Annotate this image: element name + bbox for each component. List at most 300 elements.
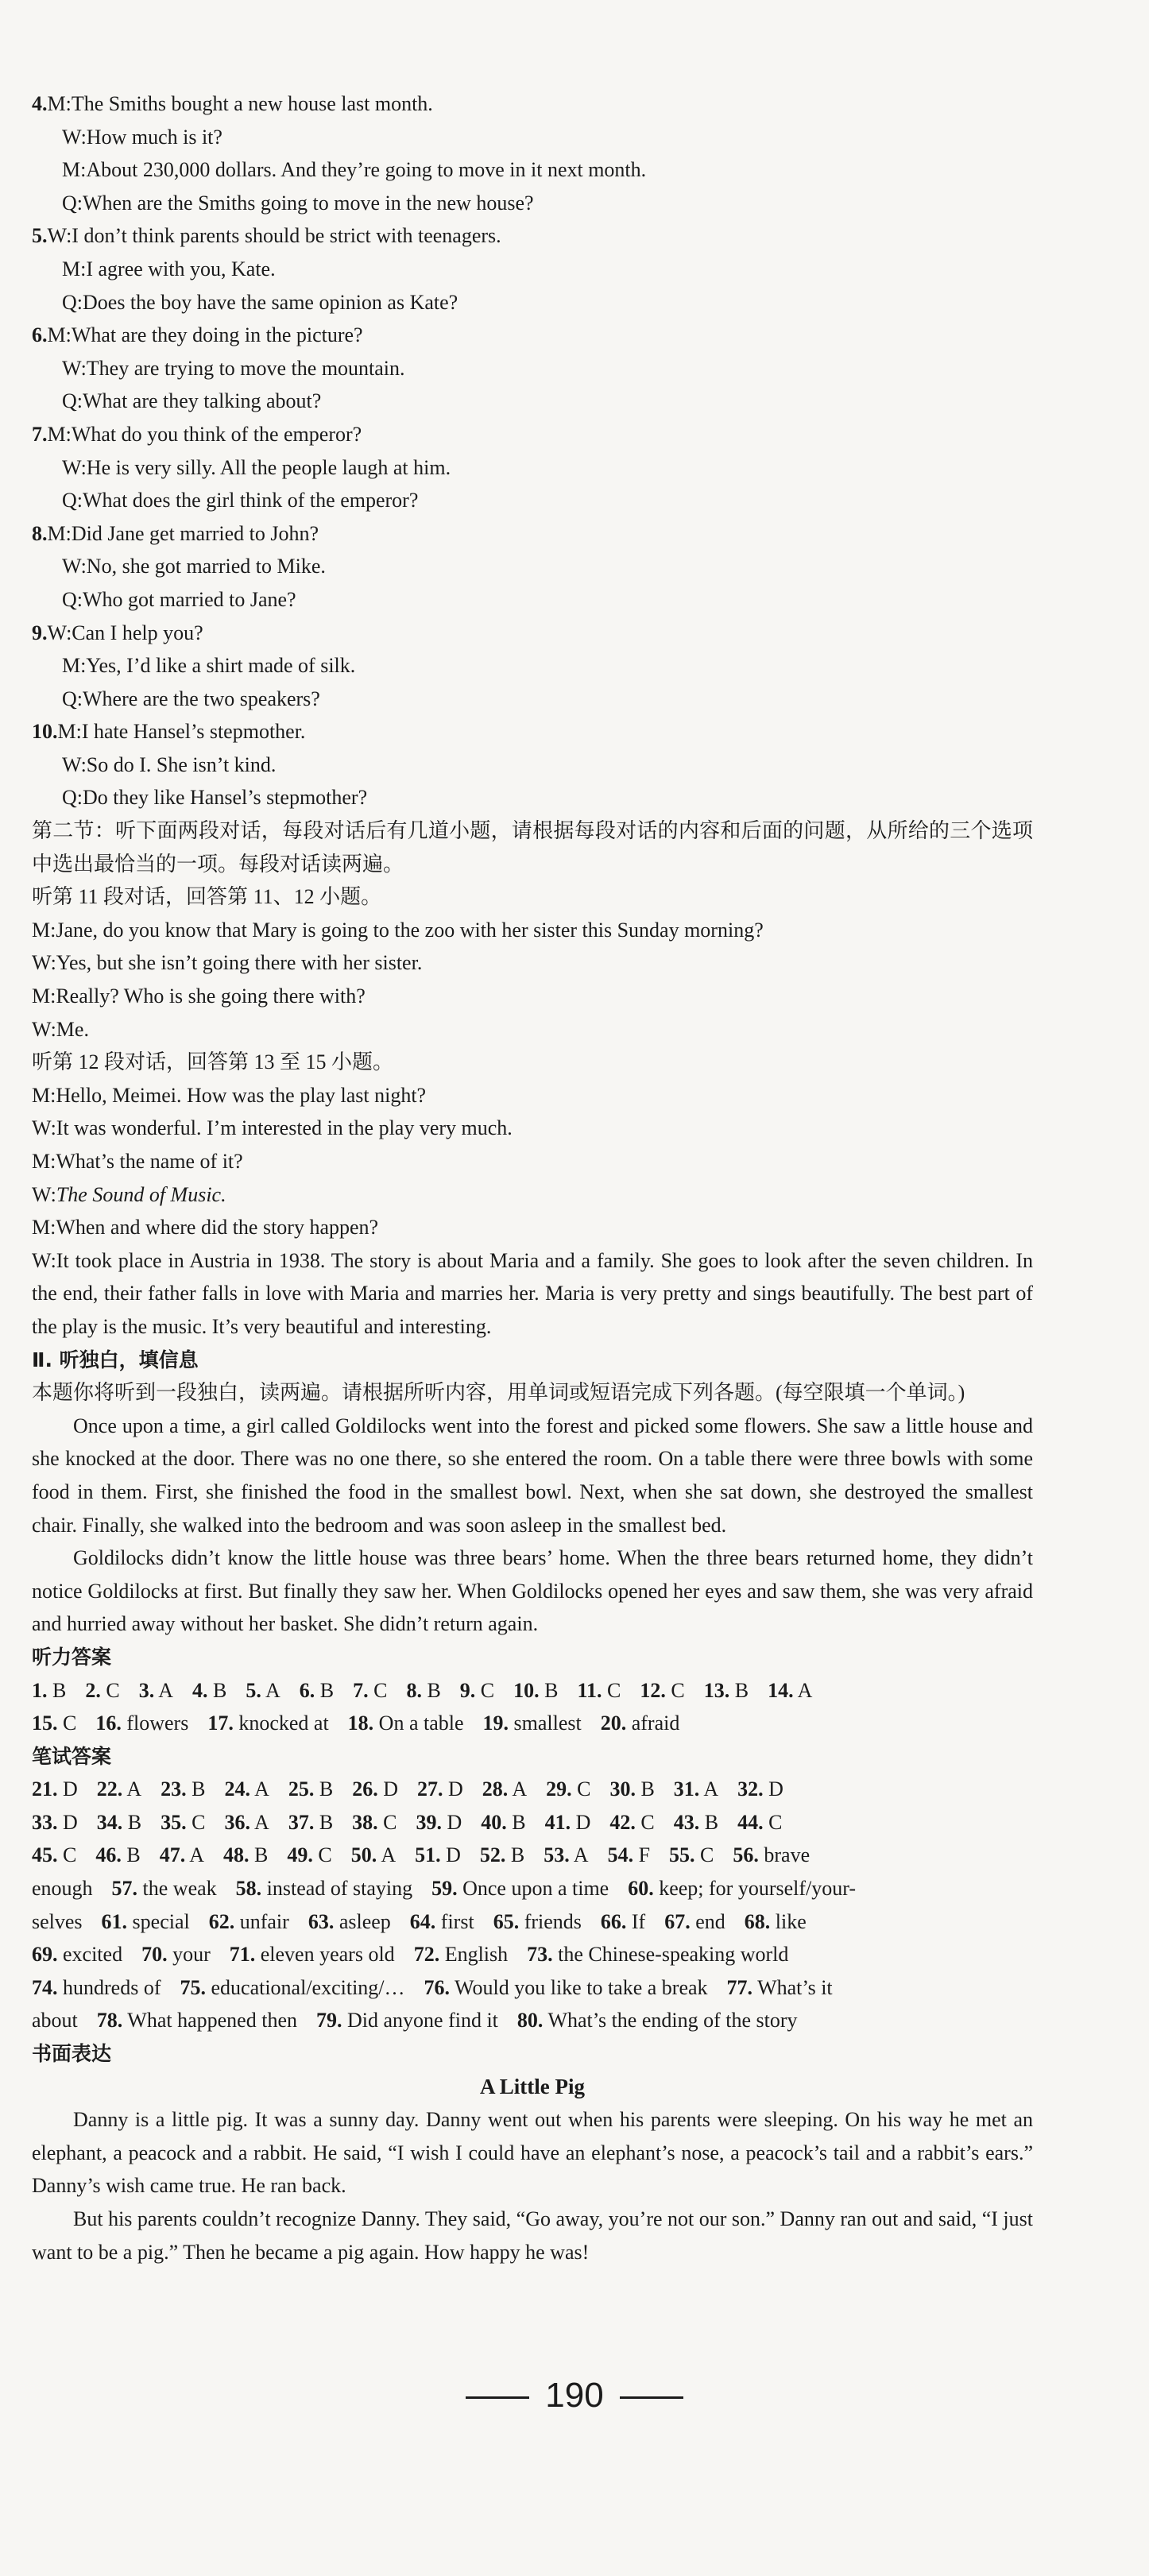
dialog11-header: 听第 11 段对话，回答第 11、12 小题。 xyxy=(32,885,382,909)
answer-item xyxy=(416,1811,462,1834)
answer-item xyxy=(32,1976,161,1999)
answer-item xyxy=(32,1777,78,1800)
answer-item xyxy=(768,1679,812,1702)
answer-value: special xyxy=(132,1909,190,1933)
dialogue-line: M:What’s the name of it? xyxy=(32,1150,243,1173)
answer-value: C xyxy=(383,1810,397,1834)
answer-number: 16. xyxy=(95,1712,122,1735)
answer-value: B xyxy=(427,1678,441,1702)
answer-item xyxy=(224,1811,269,1834)
answer-item xyxy=(481,1811,525,1834)
dialogue-line: M:Jane, do you know that Mary is going to the zoo with her sister this Sunday morning? xyxy=(32,918,764,942)
answer-value: B xyxy=(254,1843,269,1867)
dialog12 xyxy=(32,1079,1033,1178)
answer-row xyxy=(32,2004,1033,2037)
answer-number: 12. xyxy=(640,1678,666,1702)
answer-value: B xyxy=(127,1810,142,1834)
dialogue-text: Q:Does the boy have the same opinion as Kate? xyxy=(62,290,458,314)
answer-item xyxy=(236,1877,412,1900)
answer-item xyxy=(102,1910,190,1933)
answer-number: 18. xyxy=(347,1712,374,1735)
answer-item xyxy=(493,1910,582,1933)
answer-item xyxy=(406,1679,440,1702)
listening-answers-title: 听力答案 xyxy=(32,1645,112,1669)
answer-value: C xyxy=(768,1810,783,1834)
answer-item xyxy=(674,1811,718,1834)
dialog12-header: 听第 12 段对话，回答第 13 至 15 小题。 xyxy=(32,1050,394,1074)
answer-number: 48. xyxy=(223,1843,250,1867)
answer-value: about xyxy=(32,2009,78,2033)
answer-number: 77. xyxy=(726,1975,753,1999)
answer-item xyxy=(415,1843,461,1866)
answer-item xyxy=(180,1976,404,1999)
answer-value: instead of staying xyxy=(266,1877,413,1901)
answer-row xyxy=(32,1971,1033,2005)
section3-intro: 本题你将听到一段独白，读两遍。请根据所听内容，用单词或短语完成下列各题。(每空限填一个单词。) xyxy=(32,1381,965,1405)
dialogue-line xyxy=(32,385,1033,418)
play-title: The Sound of Music. xyxy=(56,1182,226,1206)
answer-number: 40. xyxy=(481,1810,507,1834)
answer-value: C xyxy=(577,1777,591,1801)
answer-value: like xyxy=(775,1909,807,1933)
dialogue-text: W:He is very silly. All the people laugh at him. xyxy=(62,455,451,479)
answer-number: 9. xyxy=(459,1678,476,1702)
answer-value: A xyxy=(512,1777,528,1801)
answer-number: 57. xyxy=(111,1877,138,1901)
question-number: 10. xyxy=(32,720,58,744)
answer-number: 74. xyxy=(32,1975,58,1999)
dialogue-text: M:Yes, I’d like a shirt made of silk. xyxy=(62,654,356,678)
answer-item xyxy=(32,2009,78,2032)
answer-item xyxy=(160,1843,204,1866)
answer-value: C xyxy=(63,1712,77,1735)
dialogue-line xyxy=(32,187,1033,220)
answer-item xyxy=(351,1843,396,1866)
answer-value: selves xyxy=(32,1909,83,1933)
answer-item xyxy=(32,1679,66,1702)
answer-value: C xyxy=(640,1810,655,1834)
answer-item xyxy=(207,1712,328,1735)
dialogue-line xyxy=(32,352,1033,385)
answer-item xyxy=(460,1679,494,1702)
answer-item xyxy=(85,1679,119,1702)
answer-item xyxy=(224,1777,269,1800)
answer-item xyxy=(112,1877,217,1900)
answer-value: Did anyone find it xyxy=(346,2009,498,2033)
answer-number: 42. xyxy=(609,1810,636,1834)
dialogue-text: Q:What does the girl think of the emperor? xyxy=(62,489,419,512)
answer-value: On a table xyxy=(378,1712,464,1735)
answer-number: 43. xyxy=(673,1810,700,1834)
answer-number: 34. xyxy=(96,1810,123,1834)
answer-item xyxy=(517,2009,798,2032)
answer-number: 14. xyxy=(768,1678,794,1702)
dialogue-text: M:About 230,000 dollars. And they’re going to move in it next month. xyxy=(62,158,647,182)
dialog12-last xyxy=(32,1244,1033,1344)
answer-number: 7. xyxy=(353,1678,369,1702)
dialogue-line xyxy=(32,617,1033,650)
answer-item xyxy=(704,1679,749,1702)
answer-value: the weak xyxy=(142,1877,217,1901)
answer-item xyxy=(544,1843,588,1866)
dialogue-text: W:They are trying to move the mountain. xyxy=(62,356,405,380)
answer-item xyxy=(640,1679,684,1702)
answer-number: 76. xyxy=(424,1975,451,1999)
answer-value: smallest xyxy=(513,1712,582,1735)
dialogue-text: W:No, she got married to Mike. xyxy=(62,555,326,578)
answer-value: A xyxy=(703,1777,719,1801)
dialogue-line xyxy=(32,683,1033,716)
dash-left xyxy=(466,2396,529,2399)
question-number: 9. xyxy=(32,621,48,644)
dialogue-text: M:The Smiths bought a new house last month. xyxy=(47,92,433,115)
answer-value: eleven years old xyxy=(260,1943,395,1967)
dialogue-line: W:It was wonderful. I’m interested in the play very much. xyxy=(32,1116,513,1140)
answer-item xyxy=(527,1943,788,1966)
answer-value: A xyxy=(158,1678,174,1702)
answer-value: A xyxy=(126,1777,142,1801)
answer-item xyxy=(545,1811,591,1834)
dialogue-text: M:I agree with you, Kate. xyxy=(62,257,276,280)
dash-right xyxy=(620,2396,683,2399)
answer-value: B xyxy=(126,1843,141,1867)
answer-number: 55. xyxy=(669,1843,695,1867)
answer-value: educational/exciting/… xyxy=(211,1975,405,1999)
answer-value: D xyxy=(768,1777,783,1801)
speaker-prefix: W: xyxy=(32,1182,56,1206)
answer-item xyxy=(288,1811,333,1834)
answer-number: 60. xyxy=(628,1877,654,1901)
answer-number: 35. xyxy=(161,1810,187,1834)
answer-value: B xyxy=(512,1810,526,1834)
answer-number: 32. xyxy=(737,1777,764,1801)
answer-number: 65. xyxy=(493,1909,520,1933)
answer-value: B xyxy=(734,1678,749,1702)
section3-title: Ⅱ. 听独白，填信息 xyxy=(32,1348,199,1371)
answer-number: 67. xyxy=(664,1909,691,1933)
answer-number: 2. xyxy=(85,1678,101,1702)
answer-value: excited xyxy=(63,1943,123,1967)
answer-value: D xyxy=(446,1843,461,1867)
dialogue-line xyxy=(32,87,1033,121)
dialogue-line xyxy=(32,253,1033,286)
answer-number: 52. xyxy=(479,1843,506,1867)
answer-number: 8. xyxy=(406,1678,422,1702)
dialogue-line: W:Yes, but she isn’t going there with her sister. xyxy=(32,951,423,975)
answer-number: 50. xyxy=(350,1843,377,1867)
answer-number: 20. xyxy=(600,1712,627,1735)
answer-value: B xyxy=(319,1678,335,1702)
answer-number: 71. xyxy=(229,1943,256,1967)
answer-item xyxy=(97,1811,141,1834)
answer-item xyxy=(161,1811,205,1834)
dialog11 xyxy=(32,914,1033,1046)
answer-value: What’s the ending of the story xyxy=(547,2009,798,2033)
writing-title: 书面表达 xyxy=(32,2042,112,2066)
answer-number: 37. xyxy=(288,1810,315,1834)
answer-item xyxy=(577,1679,621,1702)
section2-intro: 第二节：听下面两段对话，每段对话后有几道小题，请根据每段对话的内容和后面的问题，从所给的三个选项中选出最恰当的一项。每段对话读两遍。 xyxy=(32,819,1033,876)
answer-value: D xyxy=(63,1777,78,1801)
answer-item xyxy=(601,1910,645,1933)
answer-value: B xyxy=(704,1810,719,1834)
answer-item xyxy=(513,1679,558,1702)
answer-item xyxy=(95,1843,140,1866)
dialog12-more xyxy=(32,1211,1033,1244)
dialog12-last-text: W:It took place in Austria in 1938. The story is about Maria and a family. She goes to look after the seven children. In the end, their father falls in love with Maria and marries her. Maria is very pretty and sings beautifully. The best part of the play is the music. It’s very beautiful and interesting. xyxy=(32,1248,1033,1338)
answer-item xyxy=(410,1910,474,1933)
answer-item xyxy=(669,1843,714,1866)
dialogue-line: M:Really? Who is she going there with? xyxy=(32,984,366,1008)
dialogue-text: M:Did Jane get married to John? xyxy=(47,521,319,545)
answer-value: A xyxy=(254,1777,269,1801)
answer-value: hundreds of xyxy=(63,1975,161,1999)
answer-value: D xyxy=(383,1777,398,1801)
answer-number: 19. xyxy=(482,1712,509,1735)
answer-item xyxy=(287,1843,331,1866)
dialogue-line xyxy=(32,451,1033,485)
answer-number: 68. xyxy=(744,1909,771,1933)
answer-number: 17. xyxy=(207,1712,234,1735)
dialogue-text: Q:Do they like Hansel’s stepmother? xyxy=(62,786,368,810)
essay-paragraph-2: But his parents couldn’t recognize Danny. They said, “Go away, you’re not our son.” Danny ran out and said, “I just want to be a pig.” Then he became a pig again. How happy he was! xyxy=(32,2207,1033,2264)
answer-number: 41. xyxy=(544,1810,571,1834)
answer-item xyxy=(424,1976,708,1999)
answer-value: C xyxy=(106,1678,120,1702)
answer-number: 69. xyxy=(32,1943,58,1967)
answer-item xyxy=(414,1943,508,1966)
answer-value: B xyxy=(52,1678,67,1702)
dialogue-line xyxy=(32,319,1033,352)
dialogue-line xyxy=(32,153,1033,187)
answer-row xyxy=(32,1707,1033,1740)
dialogue-text: W:I don’t think parents should be strict with teenagers. xyxy=(47,224,501,248)
answer-item xyxy=(32,1943,122,1966)
answer-number: 53. xyxy=(544,1843,570,1867)
answer-number: 61. xyxy=(101,1909,128,1933)
answer-item xyxy=(727,1976,833,1999)
question-number: 4. xyxy=(32,92,48,115)
essay-title: A Little Pig xyxy=(480,2074,585,2098)
answer-item xyxy=(352,1811,397,1834)
answer-value: English xyxy=(444,1943,509,1967)
answer-row xyxy=(32,1773,1033,1806)
question-number: 5. xyxy=(32,224,48,248)
answer-item xyxy=(417,1777,463,1800)
answer-item xyxy=(32,1811,78,1834)
answer-value: A xyxy=(797,1678,813,1702)
answer-value: A xyxy=(254,1810,269,1834)
dialogue-line xyxy=(32,550,1033,583)
answer-value: A xyxy=(189,1843,205,1867)
answer-item xyxy=(608,1843,650,1866)
answer-value: C xyxy=(607,1678,621,1702)
answer-number: 59. xyxy=(431,1877,458,1901)
dialogue-text: M:What are they doing in the picture? xyxy=(47,323,363,347)
dialogue-line xyxy=(32,286,1033,319)
dialogue-line xyxy=(32,484,1033,517)
answer-number: 62. xyxy=(208,1909,235,1933)
answer-value: B xyxy=(640,1777,655,1801)
answer-item xyxy=(609,1777,654,1800)
answer-number: 1. xyxy=(32,1678,48,1702)
answer-number: 45. xyxy=(32,1843,58,1867)
page-number xyxy=(0,2376,1149,2415)
answer-number: 21. xyxy=(32,1777,58,1801)
answer-row xyxy=(32,1806,1033,1839)
answer-row xyxy=(32,1905,1033,1939)
answer-number: 46. xyxy=(95,1843,122,1867)
answer-value: C xyxy=(700,1843,714,1867)
answer-item xyxy=(95,1712,188,1735)
dialogue-text: Q:When are the Smiths going to move in the new house? xyxy=(62,191,534,215)
answer-number: 49. xyxy=(287,1843,313,1867)
answer-number: 56. xyxy=(733,1843,759,1867)
answer-item xyxy=(480,1843,524,1866)
answer-number: 47. xyxy=(159,1843,186,1867)
answer-item xyxy=(745,1910,807,1933)
dialogue-line xyxy=(32,121,1033,154)
answer-row xyxy=(32,1938,1033,1971)
essay-paragraph-1: Danny is a little pig. It was a sunny day. Danny went out when his parents were sleeping. On his way he met an elephant, a peacock and a rabbit. He said, “I wish I could have an elephant’s nose, a peacock’s tail and a rabbit’s ears.” Danny’s wish came true. He ran back. xyxy=(32,2108,1033,2198)
answer-value: C xyxy=(318,1843,332,1867)
dialogue-line xyxy=(32,583,1033,617)
dialogue-line xyxy=(32,781,1033,814)
answer-item xyxy=(601,1712,680,1735)
answer-number: 29. xyxy=(546,1777,572,1801)
answer-value: Would you like to take a break xyxy=(455,1975,708,1999)
answer-value: If xyxy=(631,1909,646,1933)
dialogue-text: W:Can I help you? xyxy=(47,621,203,644)
answer-value: A xyxy=(381,1843,397,1867)
answer-value: C xyxy=(480,1678,495,1702)
answer-value: What’s it xyxy=(757,1975,833,1999)
question-number: 6. xyxy=(32,323,48,347)
answer-value: unfair xyxy=(239,1909,289,1933)
answer-number: 78. xyxy=(96,2009,123,2033)
answer-value: knocked at xyxy=(238,1712,329,1735)
question-number: 7. xyxy=(32,422,48,446)
answer-value: B xyxy=(319,1777,334,1801)
dialogue-line xyxy=(32,715,1033,748)
answer-number: 63. xyxy=(308,1909,335,1933)
answer-number: 36. xyxy=(224,1810,250,1834)
dialogue-list xyxy=(32,87,1033,814)
document-page xyxy=(32,87,1033,2269)
answer-item xyxy=(141,1943,211,1966)
listening-answers xyxy=(32,1674,1033,1740)
answer-number: 6. xyxy=(299,1678,315,1702)
answer-item xyxy=(97,2009,297,2032)
answer-number: 27. xyxy=(416,1777,443,1801)
answer-value: Once upon a time xyxy=(462,1877,609,1901)
written-answers-title: 笔试答案 xyxy=(32,1744,112,1768)
answer-number: 15. xyxy=(32,1712,58,1735)
dialogue-line xyxy=(32,649,1033,683)
answer-number: 31. xyxy=(673,1777,700,1801)
answer-value: enough xyxy=(32,1877,93,1901)
answer-number: 64. xyxy=(409,1909,436,1933)
answer-value: D xyxy=(575,1810,591,1834)
answer-value: F xyxy=(638,1843,651,1867)
dialogue-line: M:Hello, Meimei. How was the play last night? xyxy=(32,1083,427,1107)
answer-number: 58. xyxy=(235,1877,262,1901)
dialogue-text: Q:Who got married to Jane? xyxy=(62,587,296,611)
answer-value: afraid xyxy=(631,1712,680,1735)
dialogue-text: Q:What are they talking about? xyxy=(62,389,322,413)
answer-number: 28. xyxy=(482,1777,509,1801)
answer-value: C xyxy=(63,1843,77,1867)
answer-item xyxy=(316,2009,498,2032)
answer-number: 10. xyxy=(513,1678,540,1702)
dialogue-text: M:I hate Hansel’s stepmother. xyxy=(57,720,306,744)
answer-item xyxy=(353,1679,387,1702)
answer-item xyxy=(483,1712,582,1735)
answer-item xyxy=(192,1679,226,1702)
answer-value: flowers xyxy=(126,1712,189,1735)
monologue-paragraph-1: Once upon a time, a girl called Goldilocks went into the forest and picked some flowers. She saw a little house and she knocked at the door. There was no one there, so she entered the room. On a table there were three bowls with some food in them. First, she finished the food in the smallest bowl. Next, when she sat down, she destroyed the smallest chair. Finally, she walked into the bedroom and was soon asleep in the smallest bed. xyxy=(32,1414,1033,1537)
answer-item xyxy=(32,1712,76,1735)
answer-item xyxy=(246,1679,280,1702)
answer-item xyxy=(32,1877,93,1900)
dialogue-line: W:Me. xyxy=(32,1017,89,1041)
answer-value: end xyxy=(695,1909,725,1933)
answer-number: 22. xyxy=(96,1777,123,1801)
written-answers xyxy=(32,1773,1033,2037)
answer-number: 30. xyxy=(609,1777,636,1801)
answer-number: 72. xyxy=(413,1943,440,1967)
answer-number: 25. xyxy=(288,1777,315,1801)
dialogue-text: Q:Where are the two speakers? xyxy=(62,687,320,710)
answer-value: B xyxy=(319,1810,334,1834)
answer-value: D xyxy=(63,1810,78,1834)
answer-value: asleep xyxy=(339,1909,391,1933)
answer-value: C xyxy=(671,1678,685,1702)
answer-number: 33. xyxy=(32,1810,58,1834)
answer-value: brave xyxy=(764,1843,810,1867)
answer-item xyxy=(737,1777,783,1800)
answer-value: first xyxy=(440,1909,474,1933)
answer-number: 70. xyxy=(141,1943,168,1967)
answer-number: 11. xyxy=(577,1678,602,1702)
answer-item xyxy=(664,1910,725,1933)
answer-item xyxy=(733,1843,810,1866)
answer-number: 24. xyxy=(224,1777,250,1801)
answer-item xyxy=(546,1777,590,1800)
answer-item xyxy=(482,1777,527,1800)
answer-number: 51. xyxy=(415,1843,441,1867)
answer-value: B xyxy=(213,1678,227,1702)
dialogue-line xyxy=(32,748,1033,782)
answer-row xyxy=(32,1872,1033,1905)
answer-value: D xyxy=(447,1810,462,1834)
answer-value: What happened then xyxy=(127,2009,297,2033)
answer-item xyxy=(348,1712,464,1735)
answer-number: 66. xyxy=(600,1909,627,1933)
answer-item xyxy=(32,1910,83,1933)
answer-value: D xyxy=(447,1777,463,1801)
answer-item xyxy=(139,1679,173,1702)
answer-number: 26. xyxy=(352,1777,378,1801)
answer-number: 3. xyxy=(138,1678,155,1702)
dialogue-line: M:When and where did the story happen? xyxy=(32,1216,379,1240)
answer-item xyxy=(674,1777,718,1800)
answer-number: 73. xyxy=(527,1943,553,1967)
dialogue-text: W:So do I. She isn’t kind. xyxy=(62,752,277,776)
answer-number: 79. xyxy=(315,2009,342,2033)
answer-item xyxy=(230,1943,395,1966)
answer-item xyxy=(209,1910,289,1933)
